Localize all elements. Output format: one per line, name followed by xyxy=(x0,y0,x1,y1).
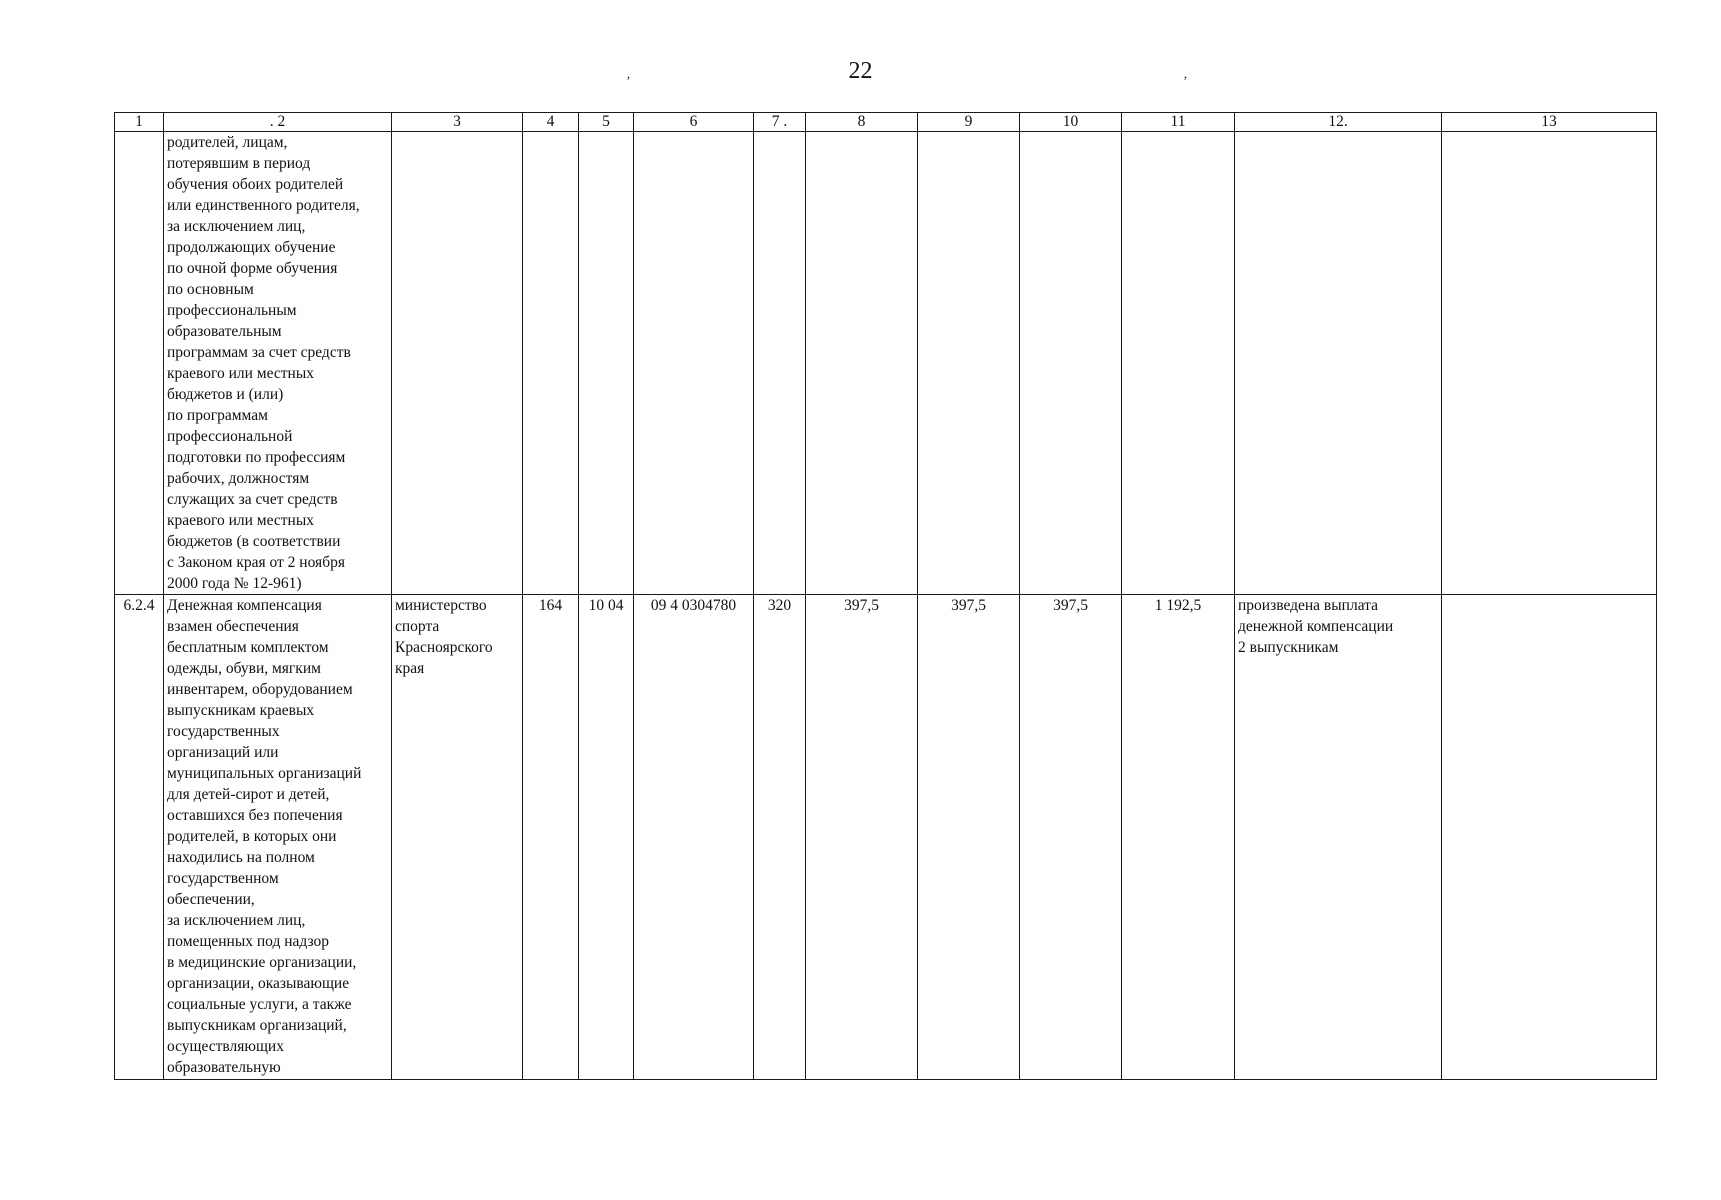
row-number-cell xyxy=(115,132,164,595)
col5-cell xyxy=(579,132,634,595)
col6-cell xyxy=(634,132,754,595)
col12-cell xyxy=(1235,595,1442,1080)
col8-cell xyxy=(806,132,918,595)
description-cell xyxy=(164,595,392,1080)
col6-cell: 09 4 0304780 xyxy=(634,595,754,1080)
report-table xyxy=(114,112,1657,1080)
header-cell-6: 6 xyxy=(634,113,754,132)
scan-speck: ‚ xyxy=(1183,67,1188,82)
col4-cell: 164 xyxy=(523,595,579,1080)
header-cell-7: 7 . xyxy=(754,113,806,132)
scan-speck: ‚ xyxy=(626,67,631,82)
page-number: 22 xyxy=(848,58,873,84)
description-text: Денежная компенсация взамен обеспечения бесплатным комплектом одежды, обуви, мягким инвентарем, оборудованием выпускникам краевых государственных организаций или муниципальных организаций для детей-сирот и детей, оставшихся без попечения родителей, в которых они находились на полном государственном обеспечении, за исключением лиц, помещенных под надзор в медицинские организации, организации, оказывающие социальные услуги, а также выпускникам организаций, осуществляющих образовательную xyxy=(167,597,362,1076)
table-row xyxy=(115,595,1657,1080)
col5-cell: 10 04 xyxy=(579,595,634,1080)
header-cell-8: 8 xyxy=(806,113,918,132)
header-cell-11: 11 xyxy=(1122,113,1235,132)
ministry-cell xyxy=(392,595,523,1080)
header-cell-3: 3 xyxy=(392,113,523,132)
col10-cell: 397,5 xyxy=(1020,595,1122,1080)
description-text: родителей, лицам, потерявшим в период обучения обоих родителей или единственного родителя, за исключением лиц, продолжающих обучение по очной форме обучения по основным профессиональным образовательным программам за счет средств краевого или местных бюджетов и (или) по программам профессиональной подготовки по профессиям рабочих, должностям служащих за счет средств краевого или местных бюджетов (в соответствии с Законом края от 2 ноября 2000 года № 12-961) xyxy=(167,134,360,592)
header-cell-2: . 2 xyxy=(164,113,392,132)
header-cell-12: 12. xyxy=(1235,113,1442,132)
col8-cell: 397,5 xyxy=(806,595,918,1080)
header-cell-4: 4 xyxy=(523,113,579,132)
header-cell-9: 9 xyxy=(918,113,1020,132)
col7-cell: 320 xyxy=(754,595,806,1080)
header-cell-13: 13 xyxy=(1442,113,1657,132)
col4-cell xyxy=(523,132,579,595)
col11-cell: 1 192,5 xyxy=(1122,595,1235,1080)
col10-cell xyxy=(1020,132,1122,595)
row-number-cell: 6.2.4 xyxy=(115,595,164,1080)
col13-cell xyxy=(1442,595,1657,1080)
header-cell-10: 10 xyxy=(1020,113,1122,132)
header-cell-1: 1 xyxy=(115,113,164,132)
ministry-cell xyxy=(392,132,523,595)
col9-cell xyxy=(918,132,1020,595)
col9-cell: 397,5 xyxy=(918,595,1020,1080)
col11-cell xyxy=(1122,132,1235,595)
result-text: произведена выплата денежной компенсации 2 выпускникам xyxy=(1238,597,1394,656)
col7-cell xyxy=(754,132,806,595)
description-cell xyxy=(164,132,392,595)
header-cell-5: 5 xyxy=(579,113,634,132)
ministry-text: министерство спорта Красноярского края xyxy=(395,597,493,677)
header-row xyxy=(115,113,1657,132)
col12-cell xyxy=(1235,132,1442,595)
col13-cell xyxy=(1442,132,1657,595)
table-row xyxy=(115,132,1657,595)
